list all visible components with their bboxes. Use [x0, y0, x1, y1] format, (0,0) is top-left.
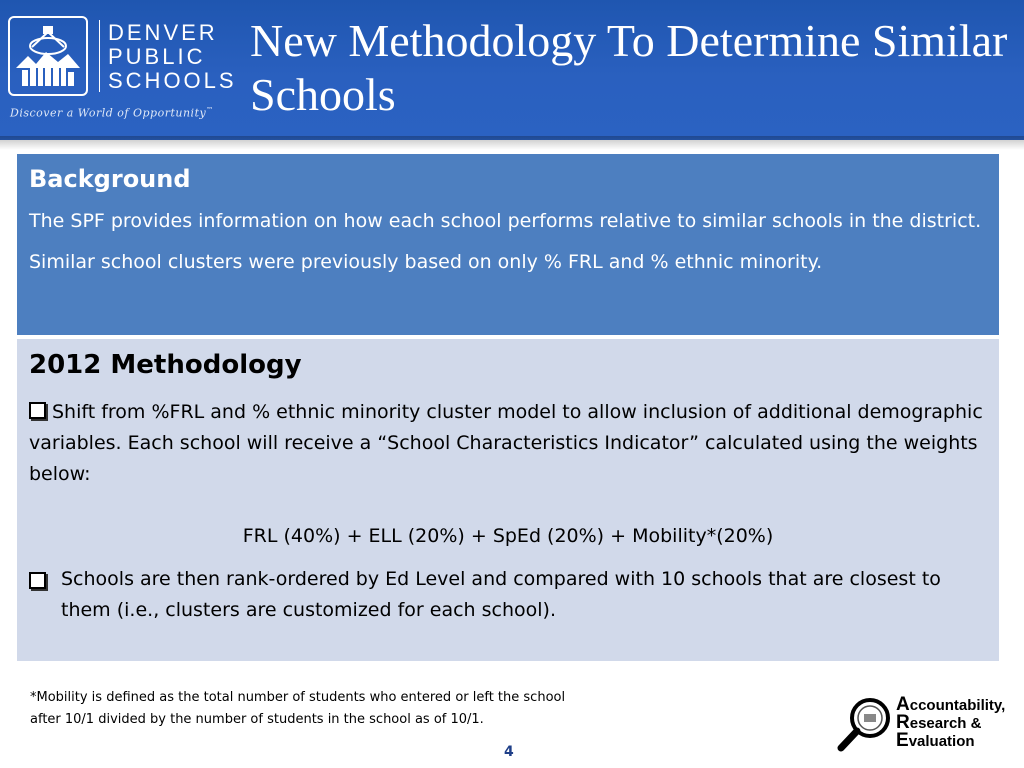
are-initial-e: E [896, 730, 909, 751]
logo-word-schools: SCHOOLS [108, 68, 237, 93]
checkbox-bullet-icon [29, 402, 46, 419]
are-line-1-rest: ccountability, [909, 697, 1006, 714]
logo-trademark: ™ [206, 106, 214, 114]
background-paragraph-1: The SPF provides information on how each school performs relative to similar schools in the district. [29, 210, 982, 232]
page-number: 4 [504, 744, 514, 760]
logo-word-public: PUBLIC [108, 44, 206, 69]
methodology-section [17, 339, 999, 661]
background-section [17, 154, 999, 335]
methodology-bullet-1-text: Shift from %FRL and % ethnic minority cluster model to allow inclusion of additional demographic variables. Each school will receive a “School Characteristics Indicator” calculated using the weights below: [29, 401, 983, 485]
methodology-bullet-2 [29, 564, 987, 626]
footnote-line-2: after 10/1 divided by the number of students in the school as of 10/1. [30, 712, 484, 727]
are-line-2 [896, 714, 1005, 732]
background-heading: Background [29, 165, 191, 193]
are-line-3-rest: valuation [908, 733, 975, 750]
are-logo-text [896, 696, 1005, 750]
methodology-heading: 2012 Methodology [29, 350, 302, 380]
checkbox-bullet-icon [29, 572, 46, 589]
magnifying-glass-icon [836, 694, 896, 754]
denver-public-schools-logo [8, 16, 237, 122]
are-initial-r: R [896, 712, 910, 733]
logo-tagline [10, 106, 214, 120]
logo-word-denver: DENVER [108, 20, 218, 45]
are-line-2-rest: esearch & [909, 715, 982, 732]
background-paragraph-2: Similar school clusters were previously based on only % FRL and % ethnic minority. [29, 251, 823, 273]
accountability-research-evaluation-logo [836, 694, 1020, 754]
logo-divider [99, 20, 100, 92]
dps-emblem-icon [10, 18, 86, 94]
are-line-1 [896, 696, 1005, 714]
logo-tagline-text: Discover a World of Opportunity [10, 106, 207, 120]
footnote-line-1: *Mobility is defined as the total number of students who entered or left the school [30, 690, 566, 705]
mobility-footnote [30, 687, 650, 731]
are-initial-a: A [896, 694, 910, 715]
methodology-bullet-1 [29, 397, 987, 490]
are-line-3 [896, 732, 1005, 750]
page-title: New Methodology To Determine Similar Schools [250, 15, 1008, 120]
header-shadow [0, 136, 1024, 150]
methodology-bullet-2-text: Schools are then rank-ordered by Ed Level and compared with 10 schools that are closest to them (i.e., clusters are customized for each school). [61, 568, 941, 621]
dps-emblem [8, 16, 88, 96]
weights-formula: FRL (40%) + ELL (20%) + SpEd (20%) + Mobility*(20%) [242, 525, 774, 547]
